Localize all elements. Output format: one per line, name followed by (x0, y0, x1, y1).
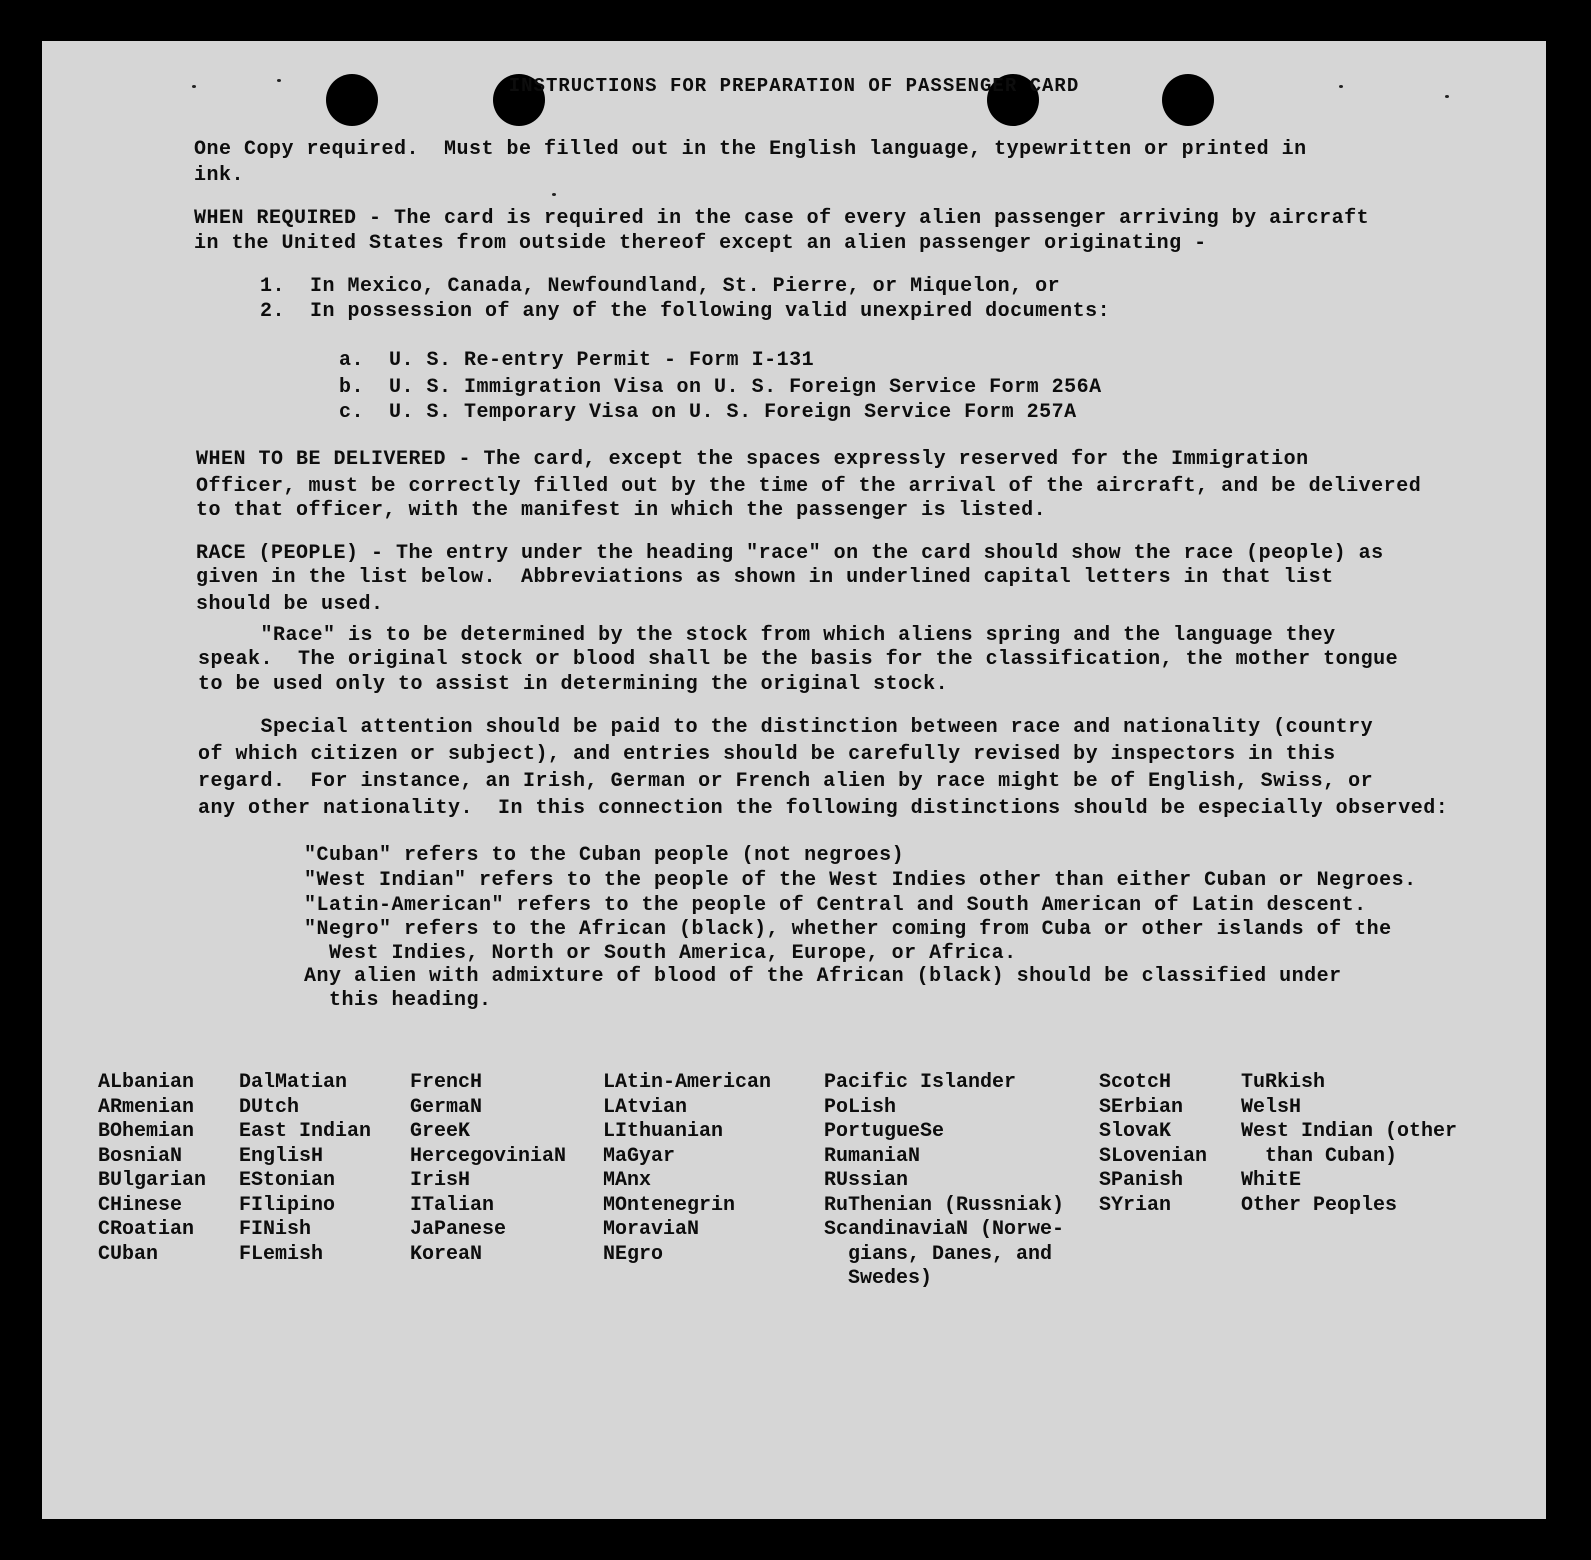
race-list-item: RumaniaN (824, 1144, 921, 1168)
race-list-item: HercegoviniaN (410, 1144, 567, 1168)
race-list-item: ALbanian (98, 1071, 195, 1094)
race-list-item: ARmenian (98, 1095, 195, 1119)
race-list-item: KoreaN (410, 1242, 483, 1266)
race-list-item: BOhemian (98, 1120, 195, 1143)
race-list-item: East Indian (239, 1120, 372, 1143)
race-list-item: Pacific Islander (824, 1071, 1017, 1094)
distinction-line: this heading. (304, 989, 492, 1012)
race-line: RACE (PEOPLE) - The entry under the heading "race" on the card should show the race (people) as (196, 542, 1384, 565)
special-attention-line: Special attention should be paid to the distinction between race and nationality (country (198, 716, 1374, 739)
intro-line: One Copy required. Must be filled out in the English language, typewritten or printed in (194, 138, 1307, 161)
race-list-item: DalMatian (239, 1071, 348, 1094)
numbered-item: 1. In Mexico, Canada, Newfoundland, St. Pierre, or Miquelon, or (260, 275, 1061, 298)
race-list-item: WhitE (1241, 1169, 1302, 1192)
speck (552, 193, 556, 196)
race-list-item: FLemish (239, 1242, 324, 1266)
race-list-item: CHinese (98, 1193, 183, 1217)
race-definition-line: speak. The original stock or blood shall be the basis for the classification, the mother tongue (198, 648, 1399, 671)
race-definition-line: "Race" is to be determined by the stock from which aliens spring and the language they (198, 624, 1336, 647)
race-line: given in the list below. Abbreviations as shown in underlined capital letters in that list (196, 566, 1334, 589)
numbered-item: 2. In possession of any of the following valid unexpired documents: (260, 300, 1111, 323)
race-list-item: FrencH (410, 1071, 483, 1094)
race-list-item: than Cuban) (1241, 1144, 1398, 1168)
race-list-item: FIlipino (239, 1193, 336, 1217)
race-list-item: PortugueSe (824, 1120, 945, 1143)
distinction-line: "Latin-American" refers to the people of Central and South American of Latin descent. (304, 894, 1367, 917)
race-list-item: SLovenian (1099, 1144, 1208, 1168)
race-list-item: LAtvian (603, 1095, 688, 1119)
race-list-item: BosniaN (98, 1144, 183, 1168)
race-list-item: SYrian (1099, 1193, 1172, 1217)
race-list-item: IrisH (410, 1169, 471, 1192)
when-delivered-line: to that officer, with the manifest in which the passenger is listed. (196, 499, 1047, 522)
race-list-item: MOntenegrin (603, 1193, 736, 1217)
race-list-item: ScotcH (1099, 1071, 1172, 1094)
when-required-line: WHEN REQUIRED - The card is required in the case of every alien passenger arriving by aircraft (194, 207, 1370, 230)
race-list-item: Other Peoples (1241, 1193, 1398, 1217)
race-list-item: SlovaK (1099, 1120, 1172, 1143)
distinction-line: Any alien with admixture of blood of the African (black) should be classified under (304, 965, 1342, 988)
race-list-item: RuThenian (Russniak) (824, 1193, 1065, 1217)
race-list-item: NEgro (603, 1242, 664, 1266)
intro-line: ink. (194, 164, 245, 187)
when-delivered-line: WHEN TO BE DELIVERED - The card, except the spaces expressly reserved for the Immigration (196, 448, 1309, 471)
race-list-item: JaPanese (410, 1218, 507, 1241)
race-list-item: LIthuanian (603, 1120, 724, 1143)
race-list-item: GreeK (410, 1120, 471, 1143)
distinction-line: "Cuban" refers to the Cuban people (not negroes) (304, 844, 905, 867)
race-line: should be used. (196, 593, 384, 616)
race-list-item: DUtch (239, 1095, 300, 1119)
race-list-item: gians, Danes, and (824, 1242, 1053, 1266)
race-list-item: MoraviaN (603, 1218, 700, 1241)
distinction-line: West Indies, North or South America, Europe, or Africa. (304, 942, 1017, 965)
special-attention-line: any other nationality. In this connection the following distinctions should be especially observed: (198, 797, 1449, 820)
race-list-item: CRoatian (98, 1218, 195, 1241)
race-list-item: BUlgarian (98, 1169, 207, 1192)
when-required-line: in the United States from outside thereof except an alien passenger originating - (194, 232, 1207, 255)
distinction-line: "West Indian" refers to the people of the West Indies other than either Cuban or Negroes. (304, 869, 1417, 892)
page-title: INSTRUCTIONS FOR PREPARATION OF PASSENGER CARD (508, 75, 1080, 97)
document-item: c. U. S. Temporary Visa on U. S. Foreign Service Form 257A (339, 401, 1077, 424)
race-list-item: ScandinaviaN (Norwe- (824, 1218, 1065, 1241)
document-page (42, 41, 1546, 1519)
race-list-item: RUssian (824, 1169, 909, 1192)
race-list-item: PoLish (824, 1095, 897, 1119)
race-list-item: ITalian (410, 1193, 495, 1217)
special-attention-line: regard. For instance, an Irish, German or French alien by race might be of English, Swiss, or (198, 770, 1374, 793)
race-list-item: CUban (98, 1242, 159, 1266)
race-list-item: EStonian (239, 1169, 336, 1192)
special-attention-line: of which citizen or subject), and entries should be carefully revised by inspectors in this (198, 743, 1336, 766)
race-list-item: Swedes) (824, 1267, 933, 1290)
race-list-item: SPanish (1099, 1169, 1184, 1192)
when-delivered-line: Officer, must be correctly filled out by the time of the arrival of the aircraft, and be delivered (196, 475, 1422, 498)
race-list-item: GermaN (410, 1095, 483, 1119)
race-definition-line: to be used only to assist in determining the original stock. (198, 673, 949, 696)
race-list-item: MaGyar (603, 1144, 676, 1168)
race-list-item: LAtin-American (603, 1071, 772, 1094)
distinction-line: "Negro" refers to the African (black), whether coming from Cuba or other islands of the (304, 918, 1392, 941)
document-item: a. U. S. Re-entry Permit - Form I-131 (339, 349, 815, 372)
race-list-item: EnglisH (239, 1144, 324, 1168)
race-list-item: SErbian (1099, 1095, 1184, 1119)
race-list-item: WelsH (1241, 1095, 1302, 1119)
document-item: b. U. S. Immigration Visa on U. S. Foreign Service Form 256A (339, 376, 1102, 399)
race-list-item: West Indian (other (1241, 1120, 1458, 1143)
race-list-item: TuRkish (1241, 1071, 1326, 1094)
race-list-item: FINish (239, 1218, 312, 1241)
race-list-item: MAnx (603, 1169, 652, 1192)
